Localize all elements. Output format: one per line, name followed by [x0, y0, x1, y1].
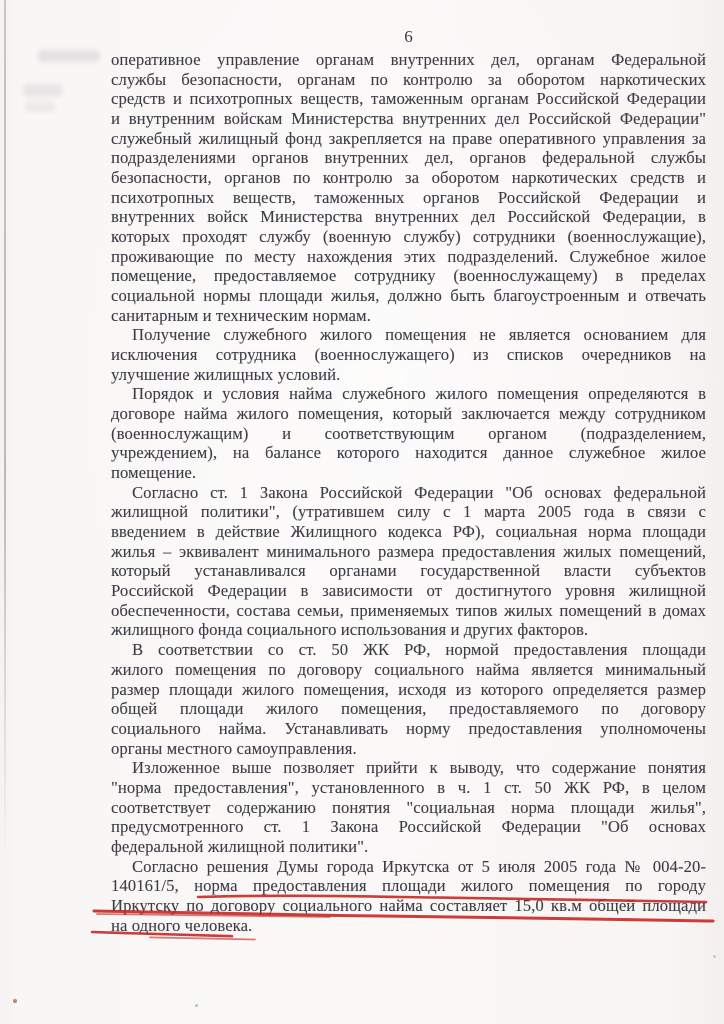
scanner-edge-artifact	[4, 0, 6, 862]
text-line: Иркутску по договору социального найма составляет 15,0 кв.м общей площади	[111, 895, 706, 915]
text-line: улучшение жилищных условий.	[111, 364, 341, 384]
text-line: предусмотренного ст. 1 Закона Российской Федерации "Об основах	[111, 817, 706, 837]
text-line: Порядок и условия найма служебного жилого помещения определяются в	[132, 384, 706, 404]
text-line: федеральной жилищной политики".	[111, 836, 369, 856]
text-line: Согласно ст. 1 Закона Российской Федерации "Об основах федеральной	[132, 482, 706, 502]
text-line: Изложенное выше позволяет прийти к выводу, что содержание понятия	[132, 758, 706, 778]
text-line: жилья – эквивалент минимального размера предоставления жилых помещений,	[111, 541, 706, 561]
page-number: 6	[404, 27, 413, 46]
text-line: безопасности, органов по контролю за оборотом наркотических средств и	[111, 168, 706, 188]
text-line: внутренних войск Министерства внутренних дел Российской Федерации, в	[111, 207, 706, 227]
text-line: введением в действие Жилищного кодекса РФ), социальная норма площади	[111, 522, 706, 542]
text-line: общей площади жилого помещения, предоставляемого по договору	[111, 699, 706, 719]
text-line: В соответствии со ст. 50 ЖК РФ, нормой предоставления площади	[132, 640, 706, 660]
text-line: 140161/5, норма предоставления площади жилого помещения по городу	[111, 876, 706, 896]
text-line: служебный жилищный фонд закрепляется на праве оперативного управления за	[111, 128, 706, 148]
bleedthrough-mark	[38, 50, 100, 62]
scan-speck	[713, 955, 716, 958]
scan-speck	[13, 999, 17, 1003]
text-line: Российской Федерации в зависимости от достигнутого уровня жилищной	[111, 581, 706, 601]
text-line: соответствует содержанию понятия "социальная норма площади жилья",	[111, 797, 706, 817]
text-line: жилищного фонда социального использования и других факторов.	[111, 620, 589, 640]
text-line: на одного человека.	[111, 915, 253, 935]
text-line: подразделениями органов внутренних дел, органов федеральной службы	[111, 148, 706, 168]
text-line: службы безопасности, органам по контролю за оборотом наркотических	[111, 69, 706, 89]
text-line: оперативное управление органам внутренних дел, органам Федеральной	[111, 50, 706, 69]
text-line: органы местного самоуправления.	[111, 738, 357, 758]
text-line: договоре найма жилого помещения, который заключается между сотрудником	[111, 404, 706, 424]
bleedthrough-mark	[23, 84, 63, 97]
document-body-text	[111, 50, 706, 935]
text-line: Согласно решения Думы города Иркутска от 5 июля 2005 года № 004-20-	[132, 856, 706, 876]
text-line: проживающие по месту нахождения этих подразделений. Служебное жилое	[111, 246, 706, 266]
text-line: размер площади жилого помещения, исходя из которого определяется размер	[111, 679, 706, 699]
text-line: средств и психотропных веществ, таможенным органам Российской Федерации	[111, 89, 706, 109]
text-line: жилищной политики", (утратившем силу с 1 марта 2005 года в связи с	[111, 502, 706, 522]
text-line: и внутренним войскам Министерства внутренних дел Российской Федерации"	[111, 109, 706, 129]
text-line: учреждением), на балансе которого находится данное служебное жилое	[111, 443, 706, 463]
text-line: помещение, предоставляемое сотруднику (военнослужащему) в пределах	[111, 266, 706, 286]
underline-stroke	[150, 937, 255, 939]
text-line: жилого помещения по договору социального найма является минимальный	[111, 659, 706, 679]
text-line: (военнослужащим) и соответствующим органом (подразделением,	[111, 423, 706, 443]
text-line: санитарным и техническим нормам.	[111, 305, 371, 325]
text-line: Получение служебного жилого помещения не является основанием для	[132, 325, 706, 345]
text-line: "норма предоставления", установленного в ч. 1 ст. 50 ЖК РФ, в целом	[111, 777, 706, 797]
scan-speck	[195, 1004, 198, 1007]
text-line: психотропных веществ, таможенных органов Российской Федерации и	[111, 187, 706, 207]
text-line: социального найма. Устанавливать норму предоставления уполномочены	[111, 718, 706, 738]
text-line: исключения сотрудника (военнослужащего) из списков очередников на	[111, 345, 706, 365]
bleedthrough-mark	[25, 101, 55, 112]
text-line: которых проходят службу (военную службу) сотрудники (военнослужащие),	[111, 227, 706, 247]
text-line: социальной нормы площади жилья, должно быть благоустроенным и отвечать	[111, 286, 706, 306]
text-line: обеспеченности, состава семьи, применяемых типов жилых помещений в домах	[111, 600, 706, 620]
text-line: помещение.	[111, 463, 197, 483]
text-line: который устанавливался органами государственной власти субъектов	[111, 561, 706, 581]
